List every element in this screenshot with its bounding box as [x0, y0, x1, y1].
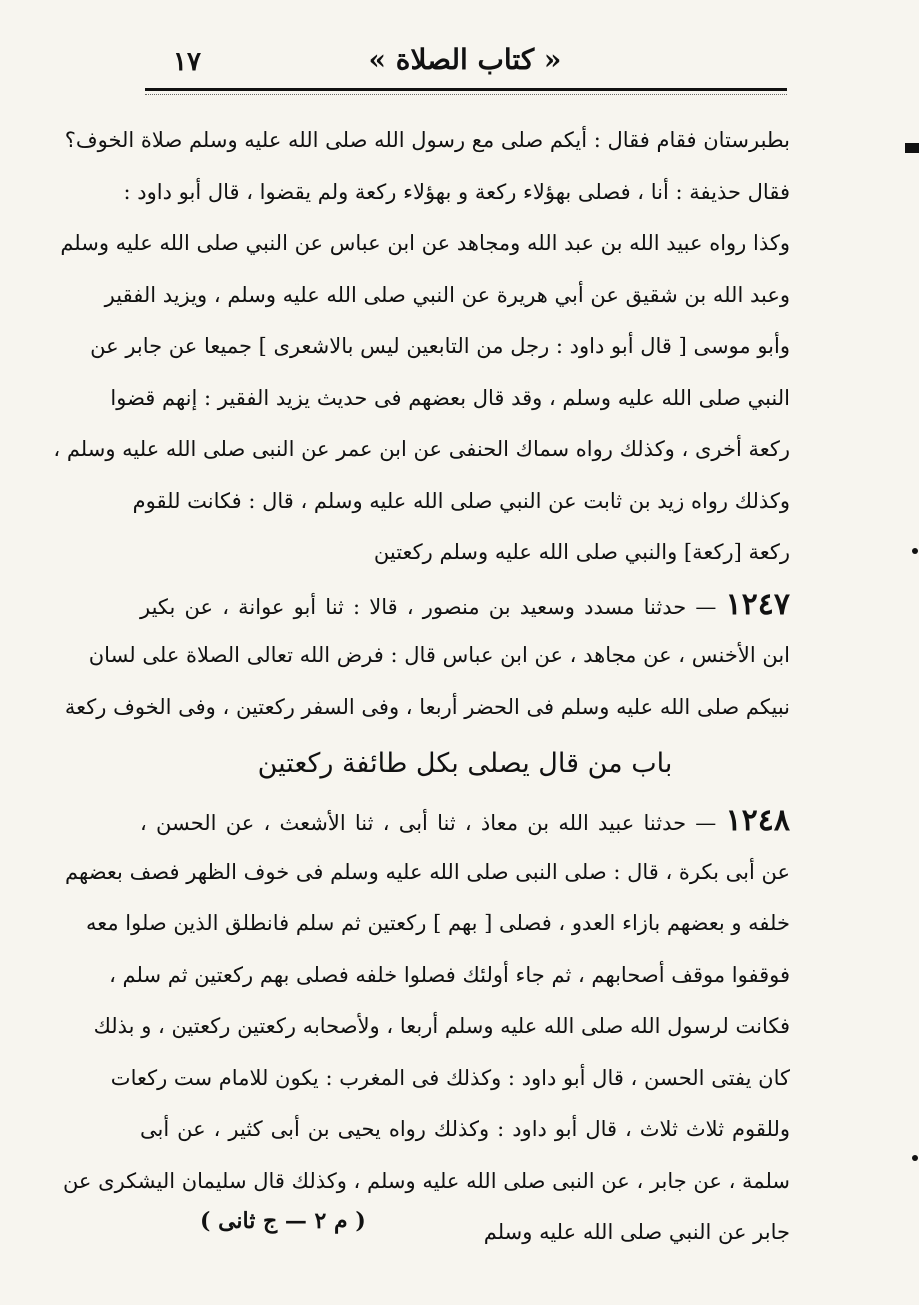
main-text [53, 115, 790, 1259]
margin-dot [912, 1155, 918, 1161]
text-line: بطبرستان فقام فقال : أيكم صلى مع رسول الله صلى الله عليه وسلم صلاة الخوف؟ [64, 128, 790, 152]
text-line: ركعة أخرى ، وكذلك رواه سماك الحنفى عن ابن عمر عن النبى صلى الله عليه وسلم ، [53, 437, 790, 461]
page-title: « كتاب الصلاة » [368, 43, 562, 76]
header-rule [145, 88, 787, 91]
text-line: وأبو موسى [ قال أبو داود : رجل من التابعين ليس بالاشعرى ] جميعا عن جابر عن [90, 334, 790, 358]
header-rule-dotted [145, 94, 787, 95]
text-line: كان يفتى الحسن ، قال أبو داود : وكذلك فى المغرب : يكون للامام ست ركعات [110, 1065, 790, 1090]
footer-signature: ( م ٢ — ج ثانى ) [200, 1208, 366, 1234]
text-line: فوقفوا موقف أصحابهم ، ثم جاء أولئك فصلوا خلفه فصلى بهم ركعتين ثم سلم ، [109, 962, 790, 987]
text-line: ابن الأخنس ، عن مجاهد ، عن ابن عباس قال : فرض الله تعالى الصلاة على لسان [88, 643, 790, 667]
hadith-number: ١٢٤٧ [725, 586, 790, 622]
text-line: النبي صلى الله عليه وسلم ، وقد قال بعضهم فى حديث يزيد الفقير : إنهم قضوا [110, 385, 790, 410]
hadith-1248-first-line [140, 795, 790, 847]
text-line: ركعة [ركعة] والنبي صلى الله عليه وسلم ركعتين [373, 540, 790, 564]
page-number: ١٧ [173, 47, 201, 77]
text-line: عن أبى بكرة ، قال : صلى النبى صلى الله عليه وسلم فى خوف الظهر فصف بعضهم [65, 859, 790, 884]
text-line: وكذا رواه عبيد الله بن عبد الله ومجاهد عن ابن عباس عن النبي صلى الله عليه وسلم [60, 231, 790, 255]
text-line: فقال حذيفة : أنا ، فصلى بهؤلاء ركعة و بهؤلاء ركعة ولم يقضوا ، قال أبو داود : [123, 179, 790, 204]
text-line: جابر عن النبي صلى الله عليه وسلم [483, 1220, 790, 1244]
margin-dot [912, 548, 918, 554]
hadith-1247-first-line [140, 579, 790, 631]
hadith-text: — حدثنا مسدد وسعيد بن منصور ، قالا : ثنا أبو عوانة ، عن بكير [140, 594, 717, 619]
text-line: وكذلك رواه زيد بن ثابت عن النبي صلى الله عليه وسلم ، قال : فكانت للقوم [132, 488, 790, 513]
chapter-title: باب من قال يصلى بكل طائفة ركعتين [257, 748, 673, 779]
margin-mark [905, 143, 919, 153]
page-header [145, 40, 785, 88]
text-line: وللقوم ثلاث ثلاث ، قال أبو داود : وكذلك رواه يحيى بن أبى كثير ، عن أبى [140, 1117, 790, 1141]
text-line: سلمة ، عن جابر ، عن النبى صلى الله عليه وسلم ، وكذلك قال سليمان اليشكرى عن [62, 1168, 790, 1193]
text-line: خلفه و بعضهم بازاء العدو ، فصلى [ بهم ] ركعتين ثم سلم فانطلق الذين صلوا معه [85, 911, 790, 935]
hadith-text: — حدثنا عبيد الله بن معاذ ، ثنا أبى ، ثنا الأشعث ، عن الحسن ، [140, 811, 717, 835]
text-line: نبيكم صلى الله عليه وسلم فى الحضر أربعا ، وفى السفر ركعتين ، وفى الخوف ركعة [64, 694, 790, 719]
text-line: فكانت لرسول الله صلى الله عليه وسلم أربعا ، ولأصحابه ركعتين ركعتين ، و بذلك [93, 1014, 790, 1038]
hadith-number: ١٢٤٨ [725, 803, 790, 838]
text-line: وعبد الله بن شقيق عن أبي هريرة عن النبي صلى الله عليه وسلم ، ويزيد الفقير [104, 282, 790, 307]
